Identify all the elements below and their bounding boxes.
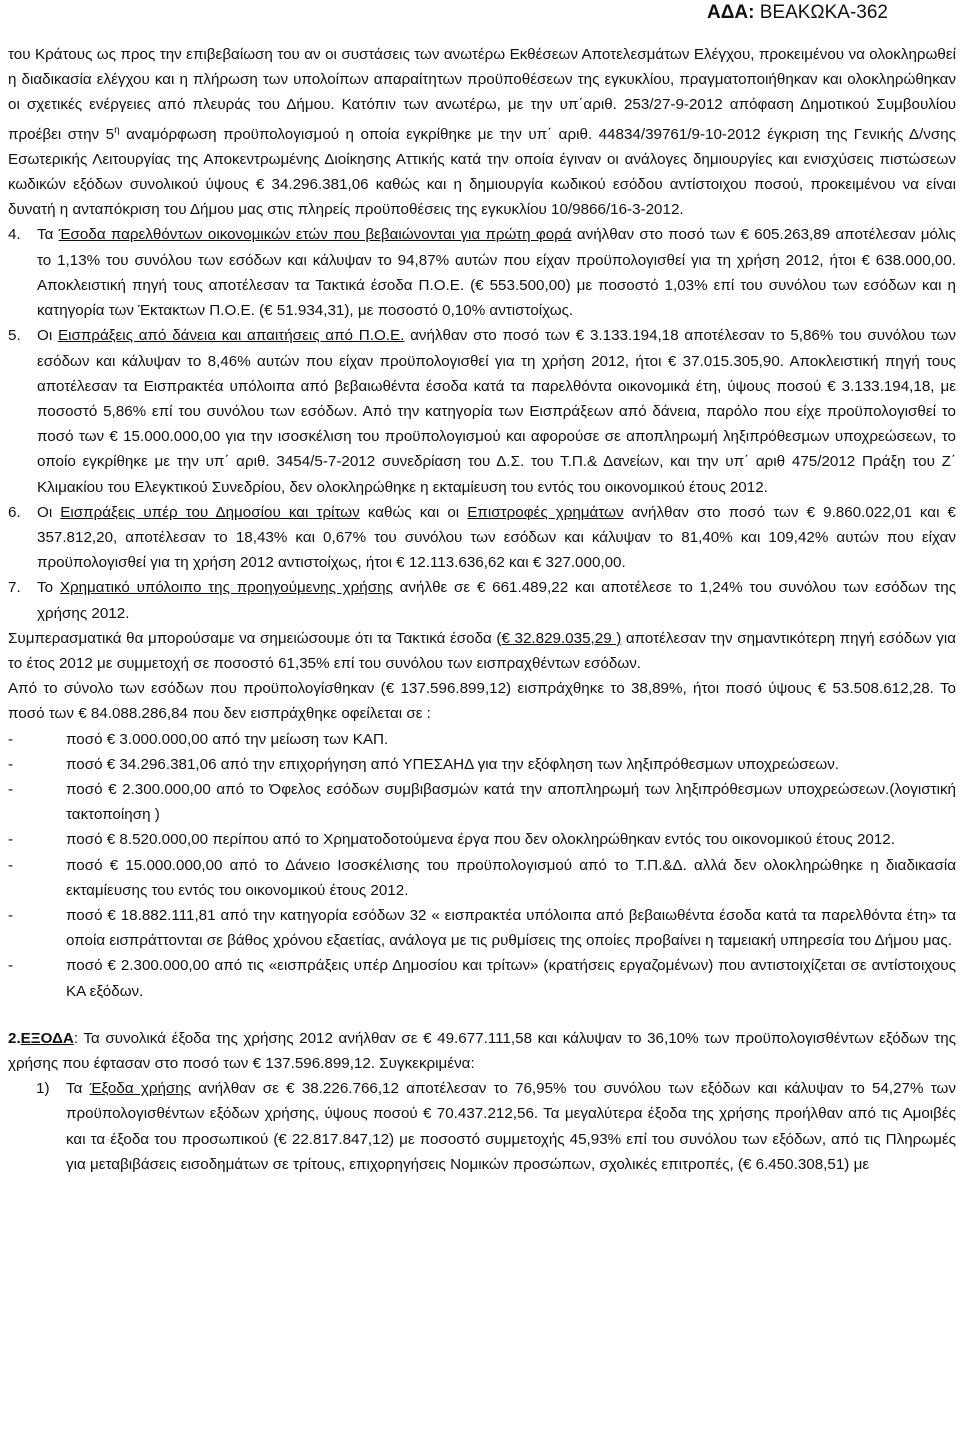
expenses-paragraph	[8, 1026, 956, 1076]
ada-header	[707, 2, 888, 24]
dash-bullet: -	[8, 856, 14, 874]
item-text: ανήλθαν στο ποσό των € 9.860.022,01 και € 357.812,20, αποτέλεσαν το 18,43% και 0,67% του συνόλου των εσόδων και κάλυψαν το 81,40% και 109,42% αυτών που είχαν προϋπολογισθεί για τη χρήση 2012 αντιστοίχως, ήτοι € 12.113.636,62 και € 327.000,00.	[37, 503, 956, 572]
summary-paragraph-1	[8, 626, 956, 676]
ada-label: ΑΔΑ:	[707, 2, 755, 23]
item-underlined-2: Επιστροφές χρημάτων	[467, 503, 624, 521]
item-text: ανήλθαν στο ποσό των € 3.133.194,18 αποτέλεσαν το 5,86% του συνόλου των εσόδων και κάλυψαν το 8,46% αυτών που είχαν προϋπολογισθεί για τη χρήση 2012, ήτοι € 37.015.305,90. Αποκλειστική πηγή τους αποτέλεσαν τα Εισπρακτέα υπόλοιπα από βεβαιωθέντα έσοδα κατά τα παρελθόντα οικονομικά έτη, ύψους ποσού € 3.133.194,18, με ποσοστό 5,86% επί του συνόλου των εσόδων. Από την κατηγορία των Εισπράξεων από δάνεια, παρόλο που είχε προϋπολογισθεί το ποσό των € 15.000.000,00 για την ισοσκέλιση του προϋπολογισμού και αφορούσε σε αποπληρωμή ληξιπρόθεσμων υποχρεώσεων, το οποίο εγκρίθηκε με την υπ΄ αριθ. 3454/5-7-2012 συνεδρίαση του Δ.Σ. του Τ.Π.& Δανείων, και την υπ΄ αριθ 475/2012 Πράξη του Ζ΄ Κλιμακίου του Ελεγκτικού Συνεδρίου, δεν ολοκληρώθηκε η εκταμίευση του εντός του οικονομικού έτους 2012.	[37, 327, 956, 496]
subitem-number: 1)	[36, 1080, 50, 1098]
dash-item	[8, 853, 956, 903]
subitem-text: ανήλθαν σε € 38.226.766,12 αποτέλεσαν το 76,95% του συνόλου των εξόδων και κάλυψαν το 54,27% των προϋπολογισθέντων εξόδων χρήσης, ύψους ποσού € 70.437.212,56. Τα μεγαλύτερα έξοδα της χρήσης προήλθαν από τις Αμοιβές και τα έξοδα του προσωπικού (€ 22.817.847,12) με ποσοστό συμμετοχής 45,93% επί του συνόλου των εξόδων, από τις Πληρωμές για μεταβιβάσεις εισοδημάτων σε τρίτους, επιχορηγήσεις Νομικών προσώπων, σχολικές επιτροπές, (€ 6.450.308,51) με	[66, 1080, 956, 1173]
item-mid: καθώς και οι	[359, 503, 468, 521]
dash-item-text: ποσό € 8.520.000,00 περίπου από το Χρηματοδοτούμενα έργα που δεν ολοκληρώθηκαν εντός του οικονομικού έτους 2012.	[66, 831, 895, 849]
summary-paragraph-2: Από το σύνολο των εσόδων που προϋπολογίσθηκαν (€ 137.596.899,12) εισπράχθηκε το 38,89%, ήτοι ποσό ύψους € 53.508.612,28. Το ποσό των € 84.088.286,84 που δεν εισπράχθηκε οφείλεται σε :	[8, 680, 956, 723]
dash-bullet: -	[8, 730, 14, 748]
intro-paragraph	[8, 42, 956, 222]
dash-item-text: ποσό € 34.296.381,06 από την επιχορήγηση από ΥΠΕΣΑΗΔ για την εξόφληση των ληξιπρόθεσμων υποχρεώσεων.	[66, 755, 840, 773]
dash-item-text: ποσό € 15.000.000,00 από το Δάνειο Ισοσκέλισης του προϋπολογισμού από το Τ.Π.&Δ. αλλά δεν ολοκληρώθηκε η διαδικασία εκταμίευσης του εντός του οικονομικού έτους 2012.	[66, 856, 956, 899]
item-underlined: Εισπράξεις υπέρ του Δημοσίου και τρίτων	[60, 503, 360, 521]
list-item-5	[8, 323, 956, 499]
summary-amount: € 32.829.035,29 )	[501, 629, 622, 647]
dash-item	[8, 727, 956, 752]
section-heading: ΕΞΟΔΑ	[20, 1029, 74, 1047]
item-pre: Οι	[37, 327, 58, 345]
dash-bullet: -	[8, 755, 14, 773]
intro-text-tail: αναμόρφωση προϋπολογισμού η οποία εγκρίθηκε με την υπ΄ αριθ. 44834/39761/9-10-2012 έγκριση της Γενικής Δ/νσης Εσωτερικής Λειτουργίας της Αποκεντρωμένης Διοίκησης Αττικής κατά την οποία έγιναν οι ανάλογες δημιουργίες και ενισχύσεις πιστώσεων κωδικών εξόδων συνολικού ύψους € 34.296.381,06 καθώς και η δημιουργία κωδικού εσόδου αντίστοιχου ποσού, προκειμένου να είναι δυνατή η ανταπόκριση του Δήμου μας στις πληρείς προϋποθέσεις της εγκυκλίου 10/9866/16-3-2012.	[8, 125, 956, 219]
dash-bullet: -	[8, 906, 14, 924]
item-number: 6.	[8, 503, 21, 521]
section-spacer	[8, 1004, 956, 1026]
list-item-6	[8, 500, 956, 576]
subitem-underlined: Έξοδα χρήσης	[89, 1080, 192, 1098]
dash-item	[8, 827, 956, 852]
dash-bullet: -	[8, 780, 14, 798]
expenses-subitem-1	[8, 1076, 956, 1177]
item-underlined: Εισπράξεις από δάνεια και απαιτήσεις από Π.Ο.Ε.	[57, 327, 405, 345]
intro-sup: η	[114, 124, 120, 136]
item-pre: Τα	[37, 226, 59, 244]
dash-item	[8, 777, 956, 827]
dash-item-text: ποσό € 2.300.000,00 από τις «εισπράξεις υπέρ Δημοσίου και τρίτων» (κρατήσεις εργαζομένων) που αντιστοιχίζεται σε αντίστοιχους ΚΑ εξόδων.	[66, 957, 956, 1000]
item-underlined: Έσοδα παρελθόντων οικονομικών ετών που βεβαιώνονται για πρώτη φορά	[58, 226, 572, 244]
intro-text: του Κράτους ως προς την επιβεβαίωση του αν οι συστάσεις των ανωτέρω Εκθέσεων Αποτελεσμάτων Ελέγχου, προκειμένου να ολοκληρωθεί η διαδικασία ελέγχου και η πλήρωση των υπολοίπων απαραίτητων προϋποθέσεων της εγκυκλίου, πραγματοποιήθηκαν και ολοκληρώθηκαν οι σχετικές ενέργειες από πλευράς του Δήμου. Κατόπιν των ανωτέρω, με την υπ΄αριθ. 253/27-9-2012 απόφαση Δημοτικού Συμβουλίου προέβει στην 5	[8, 46, 956, 143]
item-number: 7.	[8, 579, 21, 597]
section-number: 2.	[8, 1029, 21, 1047]
dash-item-text: ποσό € 18.882.111,81 από την κατηγορία εσόδων 32 « εισπρακτέα υπόλοιπα από βεβαιωθέντα έσοδα κατά τα παρελθόντα έτη» τα οποία εισπράττονται σε βάθος χρόνου εξαετίας, ανάλογα με τις ρυθμίσεις της οποίες προβαίνει η ταμειακή υπηρεσία του Δήμου μας.	[66, 906, 956, 950]
item-number: 5.	[8, 327, 21, 345]
dash-item-text: ποσό € 2.300.000,00 από το Όφελος εσόδων συμβιβασμών κατά την αποπληρωμή των ληξιπρόθεσμων υποχρεώσεων.(λογιστική τακτοποίηση )	[66, 780, 956, 824]
item-pre: Το	[37, 579, 60, 597]
item-pre: Οι	[37, 503, 61, 521]
list-item-7	[8, 575, 956, 625]
item-text: ανήλθαν στο ποσό των € 605.263,89 αποτέλεσαν μόλις το 1,13% του συνόλου των εσόδων και κάλυψαν το 94,87% αυτών που είχαν προϋπολογισθεί για τη χρήση 2012, ήτοι € 638.000,00. Αποκλειστική πηγή τους αποτέλεσαν τα Τακτικά έσοδα Π.Ο.Ε. (€ 553.500,00) με ποσοστό 1,03% επί του συνόλου των εσόδων και η κατηγορία των Έκτακτων Π.Ο.Ε. (€ 51.934,31), με ποσοστό 0,10% αντιστοίχως.	[37, 226, 957, 320]
dash-bullet: -	[8, 957, 14, 975]
dash-item	[8, 953, 956, 1003]
document-body	[8, 42, 956, 1177]
item-number: 4.	[8, 226, 21, 244]
dash-item	[8, 752, 956, 777]
subitem-pre: Τα	[66, 1080, 90, 1098]
summary-text-post: αποτέλεσαν την σημαντικότερη πηγή εσόδων για το έτος 2012 με συμμετοχή σε ποσοστό 61,35% επί του συνόλου των εισπραχθέντων εσόδων.	[8, 629, 956, 672]
expenses-text: : Τα συνολικά έξοδα της χρήσης 2012 ανήλθαν σε € 49.677.111,58 και κάλυψαν το 36,10% των προϋπολογισθέντων εξόδων της χρήσης που έφτασαν στο ποσό των € 137.596.899,12. Συγκεκριμένα:	[8, 1029, 956, 1072]
list-item-4	[8, 222, 956, 323]
dash-bullet: -	[8, 831, 14, 849]
item-underlined: Χρηματικό υπόλοιπο της προηγούμενης χρήσης	[59, 579, 393, 597]
dash-item-text: ποσό € 3.000.000,00 από την μείωση των ΚΑΠ.	[66, 730, 389, 748]
dash-item	[8, 903, 956, 953]
summary-text: Συμπερασματικά θα μπορούσαμε να σημειώσουμε ότι τα Τακτικά έσοδα (	[8, 629, 502, 647]
ada-code: ΒΕΑΚΩΚΑ-362	[759, 2, 888, 23]
item-text: ανήλθε σε € 661.489,22 και αποτέλεσε το 1,24% του συνόλου των εσόδων της χρήσης 2012.	[37, 579, 957, 622]
